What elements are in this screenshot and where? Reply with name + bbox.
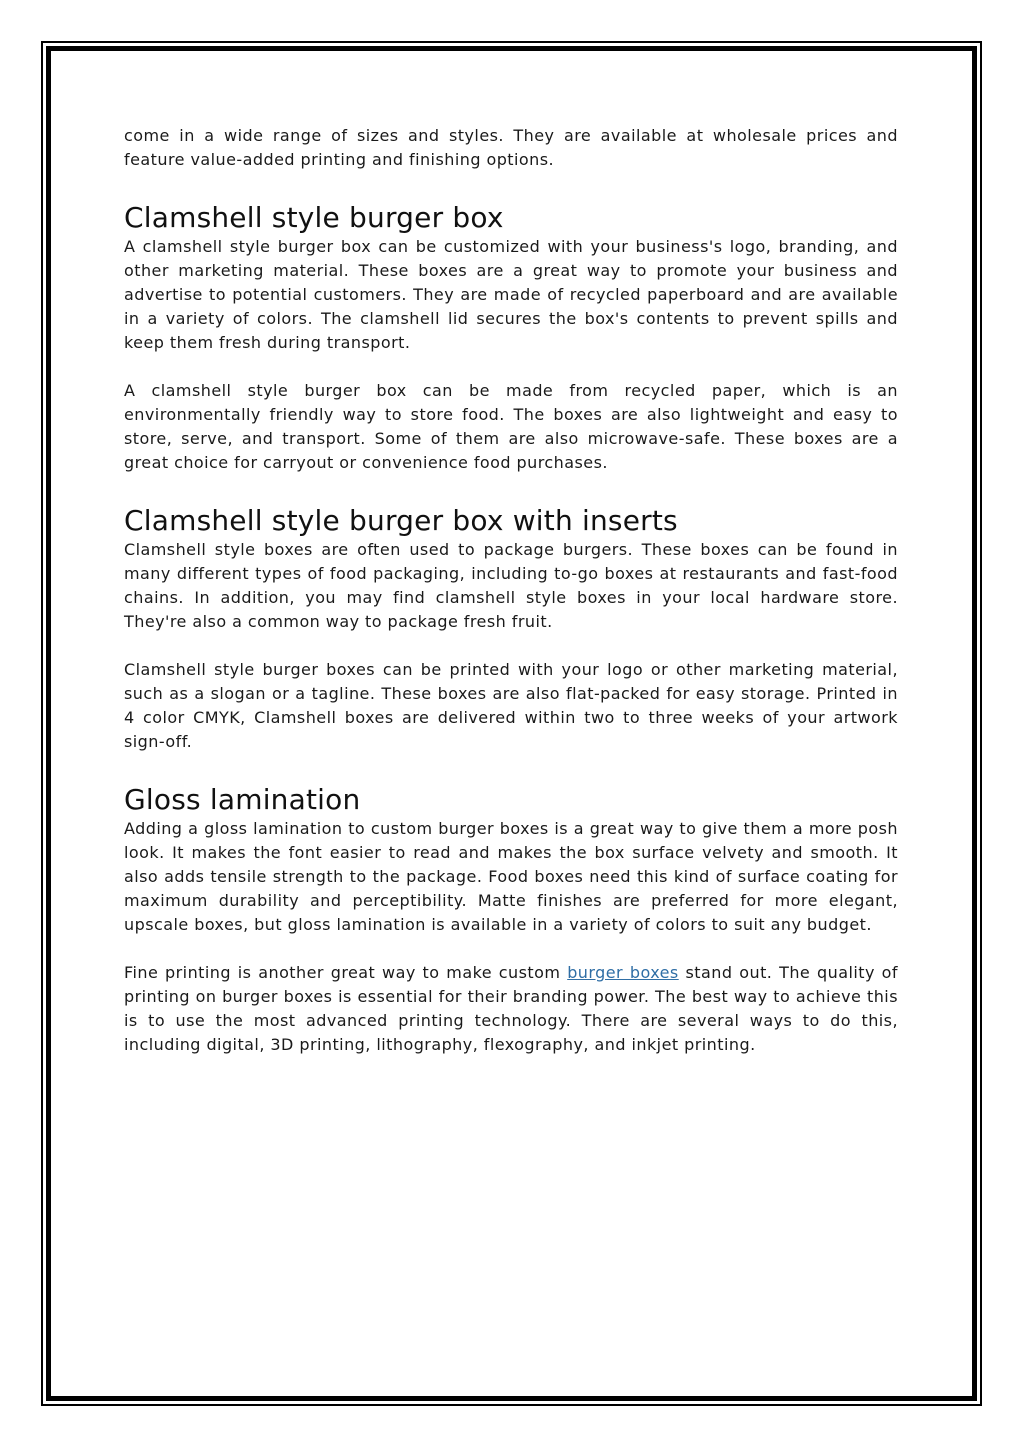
paragraph: Adding a gloss lamination to custom burger boxes is a great way to give them a more posh look. It makes the font easier to read and makes the box surface velvety and smooth. It also adds tensile strength to the package. Food boxes need this kind of surface coating for maximum durability and perceptibility. Matte finishes are preferred for more elegant, upscale boxes, but gloss lamination is available in a variety of colors to suit any budget.	[124, 819, 898, 934]
heading-clamshell-style-burger-box: Clamshell style burger box	[124, 201, 504, 234]
heading-gloss-lamination: Gloss lamination	[124, 783, 361, 816]
burger-boxes-link[interactable]: burger boxes	[567, 963, 679, 982]
document-body	[124, 124, 898, 1057]
paragraph-text-before-link: Fine printing is another great way to make custom	[124, 963, 568, 982]
paragraph-text-after-link: stand out. The quality of printing on burger boxes is essential for their branding power. The best way to achieve this is to use the most advanced printing technology. There are several ways to do this, including digital, 3D printing, lithography, flexography, and inkjet printing.	[124, 963, 898, 1054]
intro-paragraph: come in a wide range of sizes and styles. They are available at wholesale prices and feature value-added printing and finishing options.	[124, 126, 898, 169]
paragraph: A clamshell style burger box can be customized with your business's logo, branding, and other marketing material. These boxes are a great way to promote your business and advertise to potential customers. They are made of recycled paperboard and are available in a variety of colors. The clamshell lid secures the box's contents to prevent spills and keep them fresh during transport.	[124, 237, 898, 352]
paragraph: Clamshell style burger boxes can be printed with your logo or other marketing material, such as a slogan or a tagline. These boxes are also flat-packed for easy storage. Printed in 4 color CMYK, Clamshell boxes are delivered within two to three weeks of your artwork sign-off.	[124, 660, 898, 751]
heading-clamshell-with-inserts: Clamshell style burger box with inserts	[124, 504, 678, 537]
paragraph: Clamshell style boxes are often used to package burgers. These boxes can be found in many different types of food packaging, including to-go boxes at restaurants and fast-food chains. In addition, you may find clamshell style boxes in your local hardware store. They're also a common way to package fresh fruit.	[124, 540, 898, 631]
paragraph-with-link	[124, 961, 898, 1057]
paragraph: A clamshell style burger box can be made from recycled paper, which is an environmentally friendly way to store food. The boxes are also lightweight and easy to store, serve, and transport. Some of them are also microwave-safe. These boxes are a great choice for carryout or convenience food purchases.	[124, 381, 898, 472]
